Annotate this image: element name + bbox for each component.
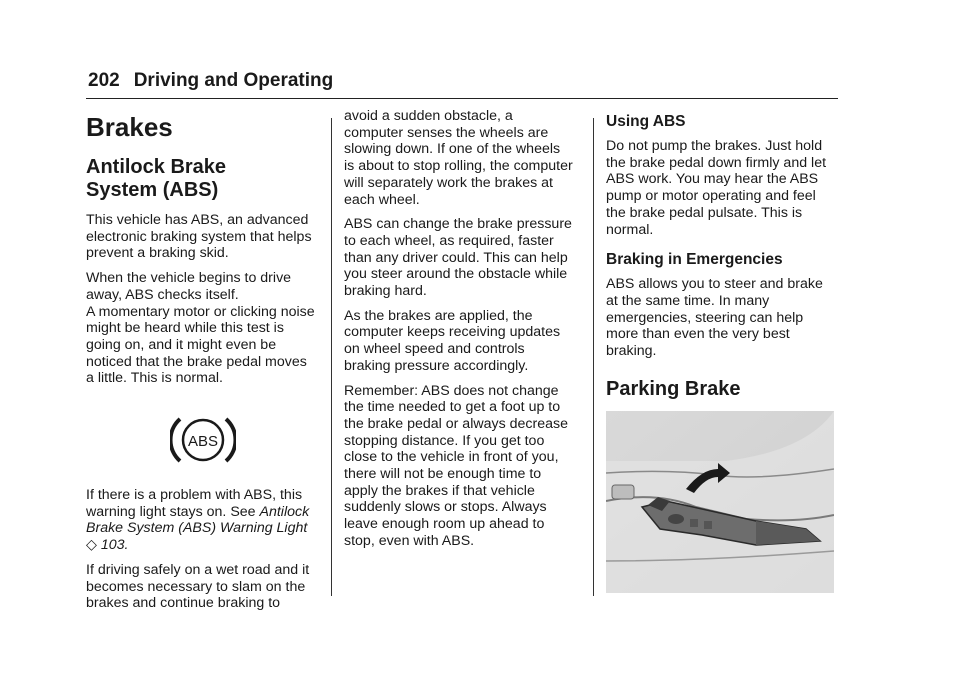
abs-warning-light-reference[interactable]: Antilock Brake System (ABS) Warning Light: [86, 503, 310, 537]
column-1: [86, 108, 326, 620]
paragraph: avoid a sudden obstacle, a computer senses the wheels are slowing down. If one of the wheels is about to stop rolling, the computer will separately work the brakes at each wheel.: [344, 108, 573, 208]
page-reference[interactable]: 103: [100, 537, 125, 554]
column-divider: [593, 118, 594, 596]
paragraph: ABS can change the brake pressure to each wheel, as required, faster than any driver could. This can help you steer around the obstacle while braking hard.: [344, 216, 572, 300]
column-divider: [331, 118, 332, 596]
section-title: Driving and Operating: [133, 70, 334, 91]
brakes-heading: Brakes: [86, 112, 173, 142]
header-divider: [86, 98, 838, 99]
abs-warning-icon: [170, 415, 236, 465]
braking-emergencies-heading: Braking in Emergencies: [606, 251, 783, 269]
column-2: [344, 108, 584, 558]
paragraph: As the brakes are applied, the computer keeps receiving updates on wheel speed and controls braking pressure accordingly.: [344, 307, 561, 374]
using-abs-heading: Using ABS: [606, 113, 686, 130]
column-3: [606, 108, 838, 593]
paragraph-warning: If there is a problem with ABS, this warning light stays on. See Antilock Brake System (ABS) Warning Light ◇ 103.: [86, 487, 310, 554]
paragraph: Do not pump the brakes. Just hold the brake pedal down firmly and let ABS work. You may hear the ABS pump or motor operating and feel the brake pedal pulsate. This is normal.: [606, 138, 827, 238]
paragraph: ABS allows you to steer and brake at the same time. In many emergencies, steering can help more than even the very best braking.: [606, 276, 823, 360]
parking-brake-illustration: [606, 411, 834, 593]
parking-brake-heading: Parking Brake: [606, 377, 741, 400]
paragraph: Remember: ABS does not change the time needed to get a foot up to the brake pedal or always decrease stopping distance. If you get too close to the vehicle in front of you, there will not be enough time to apply the brakes if that vehicle suddenly slows or stops. Always leave enough room up ahead to stop, even with ABS.: [344, 382, 568, 549]
page-header: [88, 70, 333, 92]
paragraph: If driving safely on a wet road and it becomes necessary to slam on the brakes and continue braking to: [86, 561, 310, 612]
abs-heading: Antilock Brake System (ABS): [86, 156, 227, 201]
page-ref-icon: ◇: [86, 537, 97, 554]
page-number: 202: [88, 70, 120, 91]
paragraph: When the vehicle begins to drive away, ABS checks itself. A momentary motor or clicking noise might be heard while this test is going on, and it might even be noticed that the brake pedal moves a little. This is normal.: [86, 270, 315, 387]
abs-icon-label: ABS: [187, 433, 219, 451]
paragraph: This vehicle has ABS, an advanced electronic braking system that helps prevent a braking skid.: [86, 212, 312, 262]
